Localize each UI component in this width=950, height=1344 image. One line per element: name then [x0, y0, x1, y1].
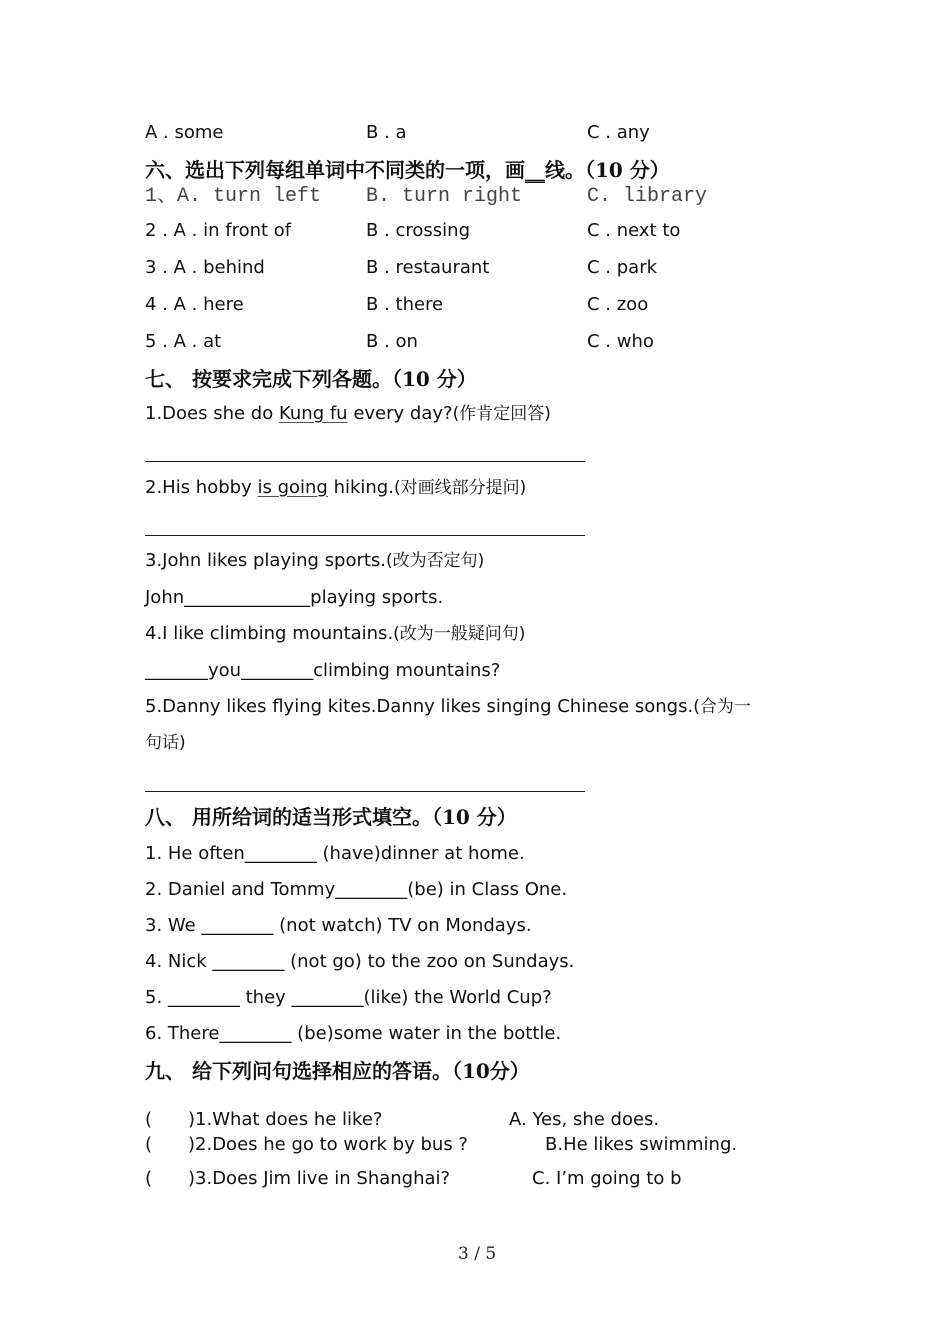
option-b: B . a [366, 122, 407, 143]
s7-q2-instruction: (对画线部分提问) [393, 478, 527, 498]
s7-q1-underlined: Kung fu [278, 403, 348, 424]
s7-q4-instruction: (改为一般疑问句) [393, 624, 526, 644]
s6-item3-b: B . restaurant [366, 257, 490, 278]
s7-q3-answer[interactable]: John______________playing sports. [145, 587, 444, 608]
section6-title-blank: __ [525, 158, 545, 182]
s7-q2-answer-line[interactable] [145, 535, 585, 536]
s9-item2-answer: B.He likes swimming. [545, 1134, 738, 1155]
s6-item4-b: B . there [366, 294, 444, 315]
s7-q3 [145, 552, 484, 570]
section7-title: 七、 按要求完成下列各题。（10 分） [145, 367, 477, 391]
s9-item1-paren[interactable]: ( [145, 1109, 153, 1130]
s7-q1-text: 1.Does she do [145, 403, 279, 424]
s9-item2-paren[interactable]: ( [145, 1134, 153, 1155]
s8-item4[interactable]: 4. Nick ________ (not go) to the zoo on Sundays. [145, 951, 575, 972]
option-c: C . any [587, 122, 650, 143]
s7-q4-text: 4.I like climbing mountains. [145, 623, 394, 644]
s6-item1-a: 1、A. turn left [145, 185, 322, 208]
s9-item1-answer: A. Yes, she does. [509, 1109, 660, 1130]
s7-q5 [145, 698, 751, 716]
s9-item1-question: )1.What does he like? [188, 1109, 383, 1130]
s8-item5[interactable]: 5. ________ they ________(like) the World Cup? [145, 987, 552, 1008]
section6-title-text: 六、选出下列每组单词中不同类的一项，画 [145, 158, 525, 182]
s8-item6[interactable]: 6. There________ (be)some water in the bottle. [145, 1023, 562, 1044]
s7-q2-text-end: hiking. [327, 477, 394, 498]
s6-item5-c: C . who [587, 331, 654, 352]
s6-item2-a: 2 . A . in front of [145, 220, 292, 241]
s7-q2 [145, 479, 526, 497]
s6-item1-c: C. library [587, 185, 708, 208]
s7-q3-text: 3.John likes playing sports. [145, 550, 387, 571]
section6-title [145, 160, 670, 180]
s6-item5-a: 5 . A . at [145, 331, 222, 352]
s7-q1-text-end: every day? [347, 403, 453, 424]
s7-q1 [145, 405, 551, 423]
s7-q1-answer-line[interactable] [145, 461, 585, 462]
s7-q5-answer-line[interactable] [145, 791, 585, 792]
s8-item2[interactable]: 2. Daniel and Tommy________(be) in Class One. [145, 879, 568, 900]
s7-q3-instruction: (改为否定句) [386, 551, 485, 571]
s6-item3-c: C . park [587, 257, 658, 278]
s7-q5-instruction: (合为一 [693, 697, 751, 717]
s7-q2-text: 2.His hobby [145, 477, 258, 498]
s7-q4 [145, 625, 525, 643]
section9-title: 九、 给下列问句选择相应的答语。（10分） [145, 1059, 530, 1083]
s7-q5-instruction-cont: 句话) [145, 733, 186, 753]
option-a: A . some [145, 122, 224, 143]
s7-q5-text: 5.Danny likes flying kites.Danny likes singing Chinese songs. [145, 696, 694, 717]
s7-q1-instruction: (作肯定回答) [452, 404, 551, 424]
page-number: 3 / 5 [458, 1244, 497, 1264]
section8-title: 八、 用所给词的适当形式填空。（10 分） [145, 805, 517, 829]
s8-item3[interactable]: 3. We ________ (not watch) TV on Mondays. [145, 915, 532, 936]
s9-item3-paren[interactable]: ( [145, 1168, 153, 1189]
s9-item3-question: )3.Does Jim live in Shanghai? [188, 1168, 451, 1189]
s6-item4-c: C . zoo [587, 294, 649, 315]
s9-item3-answer: C. I’m going to b [532, 1168, 682, 1189]
section6-title-score: 线。（10 分） [545, 158, 670, 182]
s9-item2-question: )2.Does he go to work by bus ? [188, 1134, 468, 1155]
s7-q2-underlined: is going [257, 477, 328, 498]
s7-q4-answer[interactable]: _______you________climbing mountains? [145, 660, 501, 681]
s6-item2-c: C . next to [587, 220, 681, 241]
s8-item1[interactable]: 1. He often________ (have)dinner at home. [145, 843, 525, 864]
s6-item2-b: B . crossing [366, 220, 471, 241]
s6-item3-a: 3 . A . behind [145, 257, 265, 278]
s6-item4-a: 4 . A . here [145, 294, 244, 315]
s6-item1-b: B. turn right [366, 185, 523, 208]
s6-item5-b: B . on [366, 331, 418, 352]
